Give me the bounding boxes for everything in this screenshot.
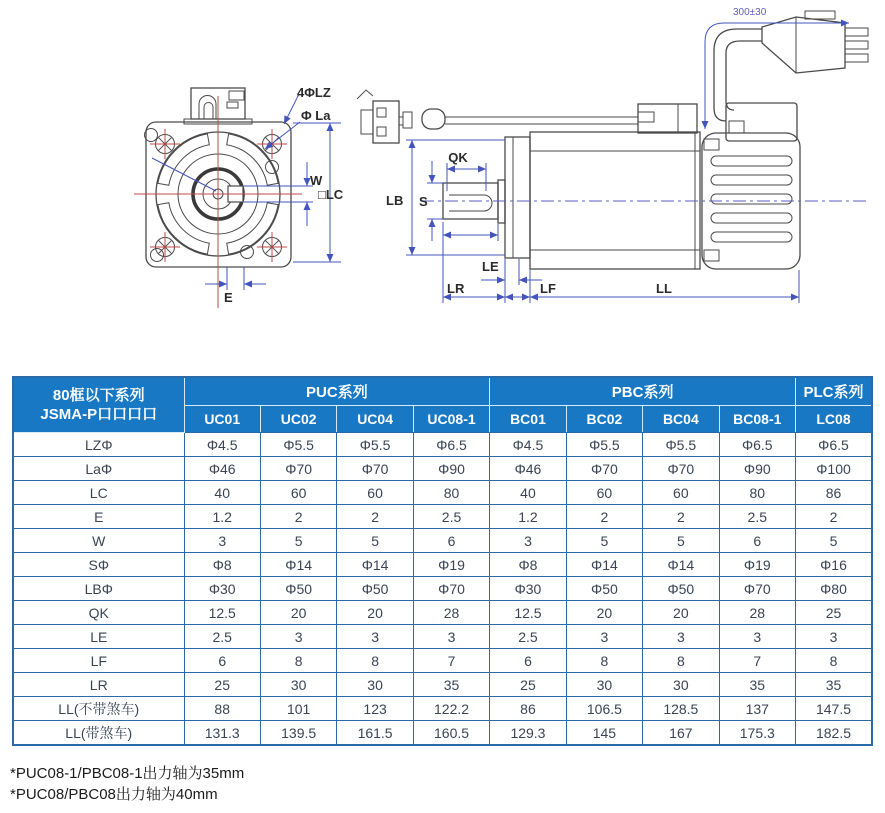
- value-cell: 3: [719, 625, 795, 649]
- value-cell: 2: [260, 505, 336, 529]
- value-cell: Φ19: [413, 553, 489, 577]
- table-body: [13, 433, 872, 746]
- cable-length-label: 300±30: [733, 7, 767, 18]
- value-cell: 160.5: [413, 721, 489, 746]
- dimensions-front: [152, 94, 341, 290]
- value-cell: 25: [796, 601, 873, 625]
- value-cell: 30: [337, 673, 413, 697]
- value-cell: 20: [260, 601, 336, 625]
- value-cell: 5: [643, 529, 719, 553]
- value-cell: Φ6.5: [413, 433, 489, 457]
- table-row: [13, 697, 872, 721]
- row-label: SΦ: [13, 553, 184, 577]
- value-cell: Φ70: [413, 577, 489, 601]
- value-cell: 2.5: [413, 505, 489, 529]
- row-label: LC: [13, 481, 184, 505]
- model-header: UC01: [184, 406, 260, 433]
- row-label: LE: [13, 625, 184, 649]
- value-cell: 20: [337, 601, 413, 625]
- value-cell: Φ14: [566, 553, 642, 577]
- value-cell: 6: [490, 649, 566, 673]
- value-cell: 131.3: [184, 721, 260, 746]
- value-cell: 5: [796, 529, 873, 553]
- value-cell: 101: [260, 697, 336, 721]
- row-label: LL(不带煞车): [13, 697, 184, 721]
- table-row: [13, 649, 872, 673]
- model-header: UC04: [337, 406, 413, 433]
- value-cell: 3: [566, 625, 642, 649]
- value-cell: Φ5.5: [566, 433, 642, 457]
- value-cell: 86: [490, 697, 566, 721]
- value-cell: 167: [643, 721, 719, 746]
- value-cell: 2: [566, 505, 642, 529]
- offset-label: E: [224, 290, 233, 305]
- group-header: PBC系列: [490, 377, 796, 406]
- footnote-shaft-40: *PUC08/PBC08出力轴为40mm: [10, 786, 218, 803]
- value-cell: 3: [260, 625, 336, 649]
- qk-label: QK: [448, 150, 468, 165]
- value-cell: 137: [719, 697, 795, 721]
- value-cell: 3: [796, 625, 873, 649]
- value-cell: Φ70: [337, 457, 413, 481]
- value-cell: 1.2: [184, 505, 260, 529]
- table-row: [13, 721, 872, 746]
- model-header: BC04: [643, 406, 719, 433]
- value-cell: 8: [566, 649, 642, 673]
- model-header: UC02: [260, 406, 336, 433]
- value-cell: 3: [337, 625, 413, 649]
- value-cell: 2.5: [184, 625, 260, 649]
- motor-side-view: [357, 7, 869, 303]
- value-cell: Φ14: [643, 553, 719, 577]
- value-cell: Φ50: [566, 577, 642, 601]
- value-cell: 80: [719, 481, 795, 505]
- value-cell: 25: [490, 673, 566, 697]
- lr-label: LR: [447, 281, 465, 296]
- footnotes: [10, 763, 244, 805]
- value-cell: 145: [566, 721, 642, 746]
- value-cell: 30: [260, 673, 336, 697]
- value-cell: 12.5: [490, 601, 566, 625]
- row-label: QK: [13, 601, 184, 625]
- value-cell: 60: [337, 481, 413, 505]
- table-row: [13, 625, 872, 649]
- value-cell: 5: [566, 529, 642, 553]
- value-cell: 40: [490, 481, 566, 505]
- value-cell: Φ30: [184, 577, 260, 601]
- value-cell: 2.5: [490, 625, 566, 649]
- value-cell: Φ50: [260, 577, 336, 601]
- value-cell: Φ70: [643, 457, 719, 481]
- value-cell: Φ90: [413, 457, 489, 481]
- value-cell: Φ4.5: [490, 433, 566, 457]
- value-cell: Φ14: [260, 553, 336, 577]
- value-cell: Φ46: [184, 457, 260, 481]
- value-cell: 8: [796, 649, 873, 673]
- bolt-circle-label: 4ΦLZ: [297, 85, 331, 100]
- value-cell: 8: [337, 649, 413, 673]
- table-row: [13, 601, 872, 625]
- value-cell: 106.5: [566, 697, 642, 721]
- row-label: LF: [13, 649, 184, 673]
- value-cell: 8: [260, 649, 336, 673]
- series-title-line2: JSMA-P口口口口: [40, 406, 158, 423]
- value-cell: 122.2: [413, 697, 489, 721]
- value-cell: 86: [796, 481, 873, 505]
- value-cell: 7: [719, 649, 795, 673]
- value-cell: Φ50: [337, 577, 413, 601]
- value-cell: 3: [413, 625, 489, 649]
- row-label: W: [13, 529, 184, 553]
- value-cell: 28: [719, 601, 795, 625]
- value-cell: Φ80: [796, 577, 873, 601]
- value-cell: 139.5: [260, 721, 336, 746]
- value-cell: 1.2: [490, 505, 566, 529]
- value-cell: Φ6.5: [719, 433, 795, 457]
- table-row: [13, 457, 872, 481]
- value-cell: 3: [643, 625, 719, 649]
- model-header: BC08-1: [719, 406, 795, 433]
- value-cell: 40: [184, 481, 260, 505]
- frame-size-label: □LC: [318, 187, 344, 202]
- dimension-table: [12, 376, 873, 746]
- value-cell: 6: [719, 529, 795, 553]
- row-label: LL(带煞车): [13, 721, 184, 746]
- lf-label: LF: [540, 281, 556, 296]
- value-cell: 182.5: [796, 721, 873, 746]
- table-row: [13, 577, 872, 601]
- value-cell: Φ8: [490, 553, 566, 577]
- group-header: PUC系列: [184, 377, 490, 406]
- value-cell: 7: [413, 649, 489, 673]
- header-group-row: [13, 377, 872, 406]
- row-label: LBΦ: [13, 577, 184, 601]
- value-cell: Φ6.5: [796, 433, 873, 457]
- value-cell: 35: [719, 673, 795, 697]
- value-cell: Φ4.5: [184, 433, 260, 457]
- value-cell: Φ5.5: [337, 433, 413, 457]
- row-label: LaΦ: [13, 457, 184, 481]
- value-cell: 123: [337, 697, 413, 721]
- value-cell: 35: [796, 673, 873, 697]
- value-cell: 3: [184, 529, 260, 553]
- table-row: [13, 529, 872, 553]
- value-cell: 2: [643, 505, 719, 529]
- group-header: PLC系列: [796, 377, 873, 406]
- s-label: S: [419, 194, 428, 209]
- value-cell: Φ19: [719, 553, 795, 577]
- table-head: [13, 377, 872, 433]
- key-width-label: W: [310, 173, 323, 188]
- value-cell: Φ14: [337, 553, 413, 577]
- value-cell: 129.3: [490, 721, 566, 746]
- value-cell: 2.5: [719, 505, 795, 529]
- value-cell: 20: [566, 601, 642, 625]
- value-cell: Φ100: [796, 457, 873, 481]
- value-cell: 88: [184, 697, 260, 721]
- motor-front-view: [134, 85, 344, 308]
- value-cell: 147.5: [796, 697, 873, 721]
- table-row: [13, 673, 872, 697]
- value-cell: 175.3: [719, 721, 795, 746]
- value-cell: 6: [184, 649, 260, 673]
- value-cell: 28: [413, 601, 489, 625]
- value-cell: 60: [566, 481, 642, 505]
- table-row: [13, 553, 872, 577]
- row-label: E: [13, 505, 184, 529]
- value-cell: 3: [490, 529, 566, 553]
- value-cell: 12.5: [184, 601, 260, 625]
- value-cell: 20: [643, 601, 719, 625]
- value-cell: 30: [566, 673, 642, 697]
- model-header: BC01: [490, 406, 566, 433]
- value-cell: 80: [413, 481, 489, 505]
- value-cell: Φ5.5: [643, 433, 719, 457]
- value-cell: Φ70: [566, 457, 642, 481]
- value-cell: Φ70: [719, 577, 795, 601]
- value-cell: 5: [260, 529, 336, 553]
- row-label: LR: [13, 673, 184, 697]
- value-cell: 6: [413, 529, 489, 553]
- ll-label: LL: [656, 281, 672, 296]
- value-cell: Φ8: [184, 553, 260, 577]
- value-cell: 2: [337, 505, 413, 529]
- value-cell: 25: [184, 673, 260, 697]
- value-cell: 161.5: [337, 721, 413, 746]
- lb-label: LB: [386, 193, 404, 208]
- table-row: [13, 505, 872, 529]
- model-header: UC08-1: [413, 406, 489, 433]
- model-header: BC02: [566, 406, 642, 433]
- value-cell: Φ90: [719, 457, 795, 481]
- series-title-line1: 80框以下系列: [52, 386, 145, 404]
- value-cell: 35: [413, 673, 489, 697]
- pilot-diameter-label: Φ La: [301, 108, 331, 123]
- dimensions-side: [406, 23, 849, 303]
- cooling-ribs: [704, 139, 792, 261]
- table-row: [13, 481, 872, 505]
- technical-drawing: [0, 0, 885, 372]
- value-cell: 5: [337, 529, 413, 553]
- value-cell: 30: [643, 673, 719, 697]
- value-cell: 60: [260, 481, 336, 505]
- value-cell: 2: [796, 505, 873, 529]
- le-label: LE: [482, 259, 499, 274]
- value-cell: Φ50: [643, 577, 719, 601]
- table-row: [13, 433, 872, 457]
- series-header-cell: [13, 377, 184, 433]
- value-cell: 128.5: [643, 697, 719, 721]
- value-cell: 8: [643, 649, 719, 673]
- model-header: LC08: [796, 406, 873, 433]
- value-cell: Φ70: [260, 457, 336, 481]
- value-cell: Φ30: [490, 577, 566, 601]
- footnote-shaft-35: *PUC08-1/PBC08-1出力轴为35mm: [10, 765, 245, 782]
- value-cell: Φ46: [490, 457, 566, 481]
- value-cell: 60: [643, 481, 719, 505]
- row-label: LZΦ: [13, 433, 184, 457]
- value-cell: Φ5.5: [260, 433, 336, 457]
- value-cell: Φ16: [796, 553, 873, 577]
